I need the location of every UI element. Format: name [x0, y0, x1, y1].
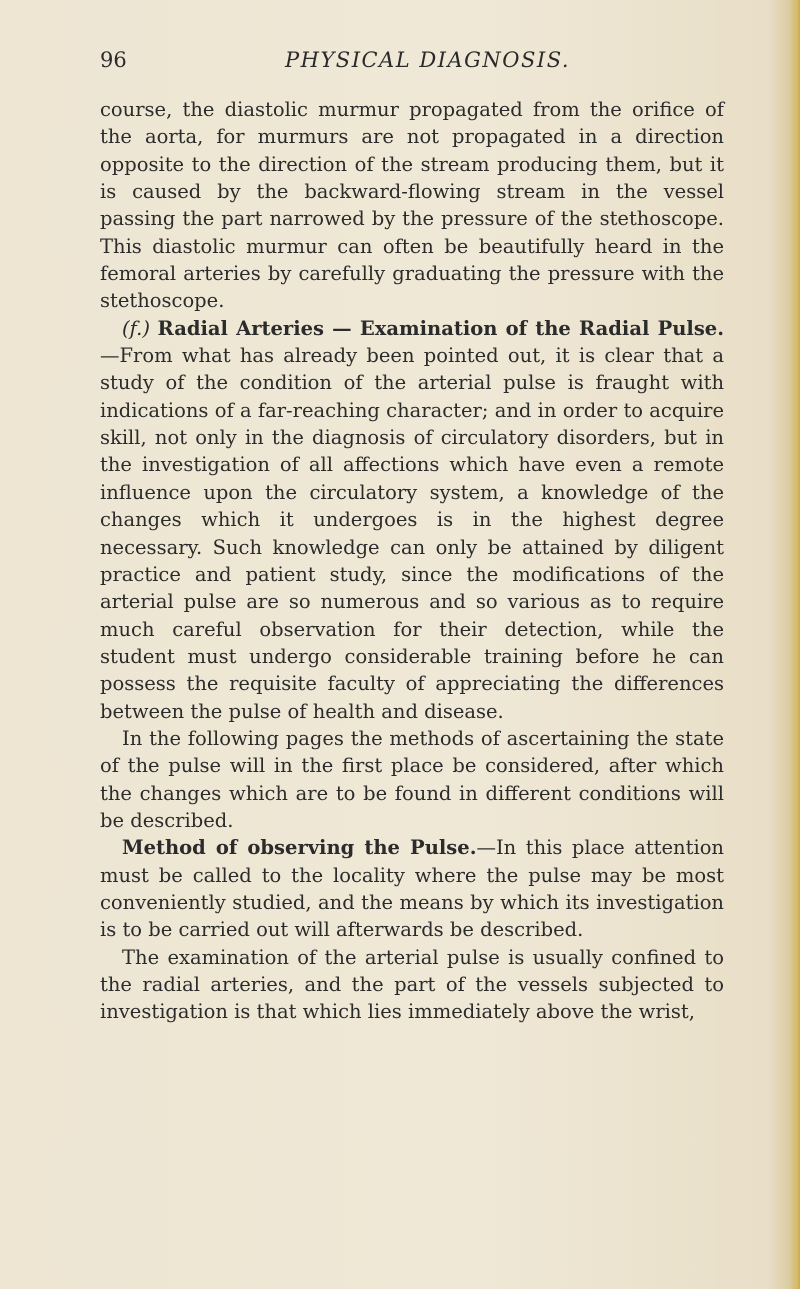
- paragraph-1: course, the diastolic murmur propagated from the orifice of the aorta, for murmurs are not propagated in a direction opposite to the direction of the stream producing them, but it is caused by the backward-flowing stream in the vessel passing the part narrowed by the pressure of the stethoscope. This diastolic murmur can often be beautifully heard in the femoral arteries by carefully graduating the pressure with the stethoscope.: [100, 98, 724, 313]
- section-heading-radial-arteries: Radial Arteries — Examination of the Radial Pulse.: [157, 316, 724, 340]
- paragraph-2-body: —From what has already been pointed out, it is clear that a study of the condition of the arterial pulse is fraught with indications of a far-reaching character; and in order to acquire skill, not only in the diagnosis of circulatory disorders, but in the investigation of all affections which have even a remote influence upon the circulatory system, a knowledge of the changes which it undergoes is in the highest degree necessary. Such knowledge can only be attained by diligent practice and patient study, since the modifications of the arterial pulse are so numerous and so various as to require much careful observation for their detection, while the student must undergo considerable training before he can possess the requisite faculty of appreciating the differences between the pulse of health and disease.: [100, 344, 724, 723]
- paragraph-3: In the following pages the methods of ascertaining the state of the pulse will in the first place be considered, after which the changes which are to be found in different conditions will be described.: [100, 726, 724, 832]
- paragraph-2: [100, 315, 724, 725]
- page-header: [100, 48, 730, 84]
- paragraph-5: The examination of the arterial pulse is usually confined to the radial arteries, and the part of the vessels subjected to investigation is that which lies immediately above the wrist,: [100, 945, 724, 1024]
- section-heading-method: Method of observing the Pulse.: [122, 836, 477, 860]
- paragraph-4-body: —In this place attention must be called to the locality where the pulse may be most conveniently studied, and the means by which its investigation is to be carried out will afterwards be described.: [100, 836, 724, 942]
- section-label: (f.): [122, 316, 150, 340]
- page-edge: [790, 0, 800, 1289]
- paragraph-4: [100, 834, 724, 943]
- page-number: 96: [100, 48, 127, 72]
- body-text: [100, 96, 724, 1026]
- running-head: PHYSICAL DIAGNOSIS.: [285, 48, 571, 72]
